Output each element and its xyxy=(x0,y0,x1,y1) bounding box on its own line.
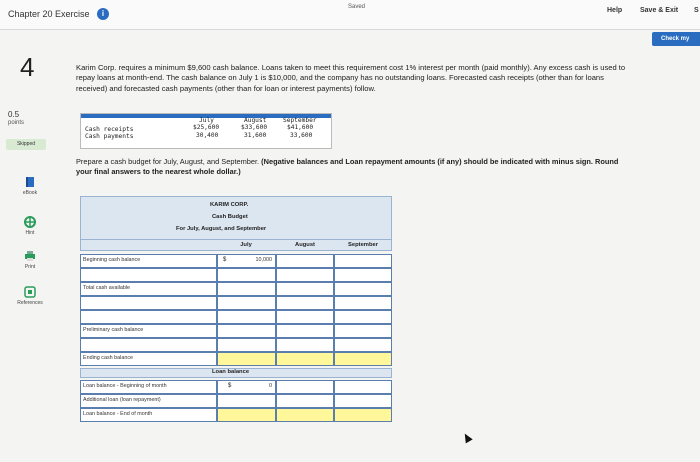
truncated-button-text[interactable]: S xyxy=(694,7,699,14)
input-cell[interactable] xyxy=(217,310,276,324)
row-additional-loan-label: Additional loan (loan repayment) xyxy=(80,394,217,408)
question-prompt: Karim Corp. requires a minimum $9,600 cash balance. Loans taken to meet this requirement cost 1% interest per month (paid monthly). Any excess cash is used to repay loans at month-end. The cash balance on July 1 is $10,000, and the company has no outstanding loans. Forecasted cash receipts (other than for loans received) and forecasted cash payments (other than for loan or interest payments) follow. xyxy=(76,63,626,93)
input-cell[interactable] xyxy=(276,282,334,296)
forecast-payments-label: Cash payments xyxy=(85,133,134,140)
hint-label: Hint xyxy=(25,230,35,236)
mouse-cursor-icon xyxy=(461,432,472,444)
forecast-receipts-september: $41,600 xyxy=(287,124,314,131)
row-ending-cash-label: Ending cash balance xyxy=(80,352,217,366)
status-badge: Skipped xyxy=(6,139,46,150)
row-loan-beginning-label: Loan balance - Beginning of month xyxy=(80,380,217,394)
forecast-month-august: August xyxy=(244,117,267,124)
input-cell[interactable] xyxy=(334,380,392,394)
forecast-receipts-july: $25,600 xyxy=(193,124,220,131)
save-exit-button[interactable]: Save & Exit xyxy=(640,7,679,14)
input-row-label[interactable] xyxy=(80,268,217,282)
input-cell[interactable] xyxy=(276,296,334,310)
forecast-table xyxy=(80,113,332,149)
book-icon xyxy=(23,176,37,188)
input-cell[interactable] xyxy=(276,338,334,352)
row-loan-ending-label: Loan balance - End of month xyxy=(80,408,217,422)
cash-budget-table xyxy=(80,196,392,422)
input-cell[interactable] xyxy=(276,394,334,408)
input-cell[interactable] xyxy=(217,324,276,338)
top-bar xyxy=(0,0,700,30)
beginning-july-value: 10,000 xyxy=(255,257,272,263)
help-button[interactable]: Help xyxy=(607,7,623,14)
output-ending-july xyxy=(217,352,276,366)
print-button[interactable] xyxy=(10,250,50,270)
instructions xyxy=(76,157,631,176)
question-number: 4 xyxy=(20,52,35,82)
forecast-receipts-august: $33,600 xyxy=(241,124,268,131)
output-ending-september xyxy=(334,352,392,366)
output-loan-ending-august xyxy=(276,408,334,422)
col-september: September xyxy=(348,242,378,248)
input-cell[interactable] xyxy=(334,394,392,408)
check-my-work-button[interactable]: Check my xyxy=(652,32,700,46)
budget-title: Cash Budget xyxy=(212,214,248,220)
info-icon[interactable]: i xyxy=(97,8,109,20)
input-cell[interactable] xyxy=(276,268,334,282)
forecast-receipts-label: Cash receipts xyxy=(85,126,134,133)
input-cell[interactable] xyxy=(334,282,392,296)
forecast-month-september: September xyxy=(283,117,317,124)
saved-status: Saved xyxy=(348,4,366,10)
instruction-plain: Prepare a cash budget for July, August, and September. xyxy=(76,157,260,166)
input-cell[interactable] xyxy=(276,310,334,324)
input-cell[interactable] xyxy=(217,268,276,282)
input-cell[interactable] xyxy=(334,338,392,352)
budget-company: KARIM CORP. xyxy=(210,202,249,208)
print-label: Print xyxy=(24,264,36,270)
input-row-label[interactable] xyxy=(80,296,217,310)
input-cell[interactable] xyxy=(276,324,334,338)
lifebuoy-icon xyxy=(23,216,37,228)
points-value: 0.5 xyxy=(8,110,20,119)
row-preliminary-label: Preliminary cash balance xyxy=(80,324,217,338)
references-label: References xyxy=(17,300,43,306)
row-beginning-cash-label: Beginning cash balance xyxy=(80,254,217,268)
input-cell[interactable] xyxy=(334,296,392,310)
printer-icon xyxy=(23,250,37,262)
output-ending-august xyxy=(276,352,334,366)
input-cell[interactable] xyxy=(217,394,276,408)
input-beginning-september[interactable] xyxy=(334,254,392,268)
references-icon xyxy=(23,286,37,298)
budget-period: For July, August, and September xyxy=(176,226,267,232)
chapter-title: Chapter 20 Exercise xyxy=(8,9,90,19)
input-row-label[interactable] xyxy=(80,310,217,324)
ebook-label: eBook xyxy=(22,190,38,196)
input-row-label[interactable] xyxy=(80,338,217,352)
row-total-available-label: Total cash available xyxy=(80,282,217,296)
references-button[interactable] xyxy=(10,286,50,306)
forecast-payments-august: 31,600 xyxy=(244,132,267,139)
input-loan-beginning-july[interactable] xyxy=(217,380,276,394)
ebook-button[interactable] xyxy=(10,176,50,196)
input-cell[interactable] xyxy=(217,338,276,352)
points-label: points xyxy=(8,120,25,126)
dollar-sign: $ xyxy=(223,257,227,263)
input-cell[interactable] xyxy=(334,324,392,338)
forecast-month-july: July xyxy=(199,117,214,124)
dollar-sign: $ xyxy=(228,383,232,389)
input-cell[interactable] xyxy=(334,268,392,282)
input-cell[interactable] xyxy=(276,380,334,394)
hint-button[interactable] xyxy=(10,216,50,236)
input-cell[interactable] xyxy=(217,282,276,296)
forecast-payments-july: 30,400 xyxy=(196,132,219,139)
forecast-payments-september: 33,600 xyxy=(290,132,313,139)
output-loan-ending-july xyxy=(217,408,276,422)
instruction-bold: (Negative balances and Loan repayment amounts (if any) should be indicated with minus sign. Round your final answers to the nearest whole dollar.) xyxy=(76,157,619,176)
loan-beginning-july-value: 0 xyxy=(269,383,272,389)
loan-section-title: Loan balance xyxy=(212,369,250,375)
input-cell[interactable] xyxy=(217,296,276,310)
col-august: August xyxy=(295,242,315,248)
col-july: July xyxy=(240,242,252,248)
input-cell[interactable] xyxy=(334,310,392,324)
input-beginning-august[interactable] xyxy=(276,254,334,268)
output-loan-ending-september xyxy=(334,408,392,422)
